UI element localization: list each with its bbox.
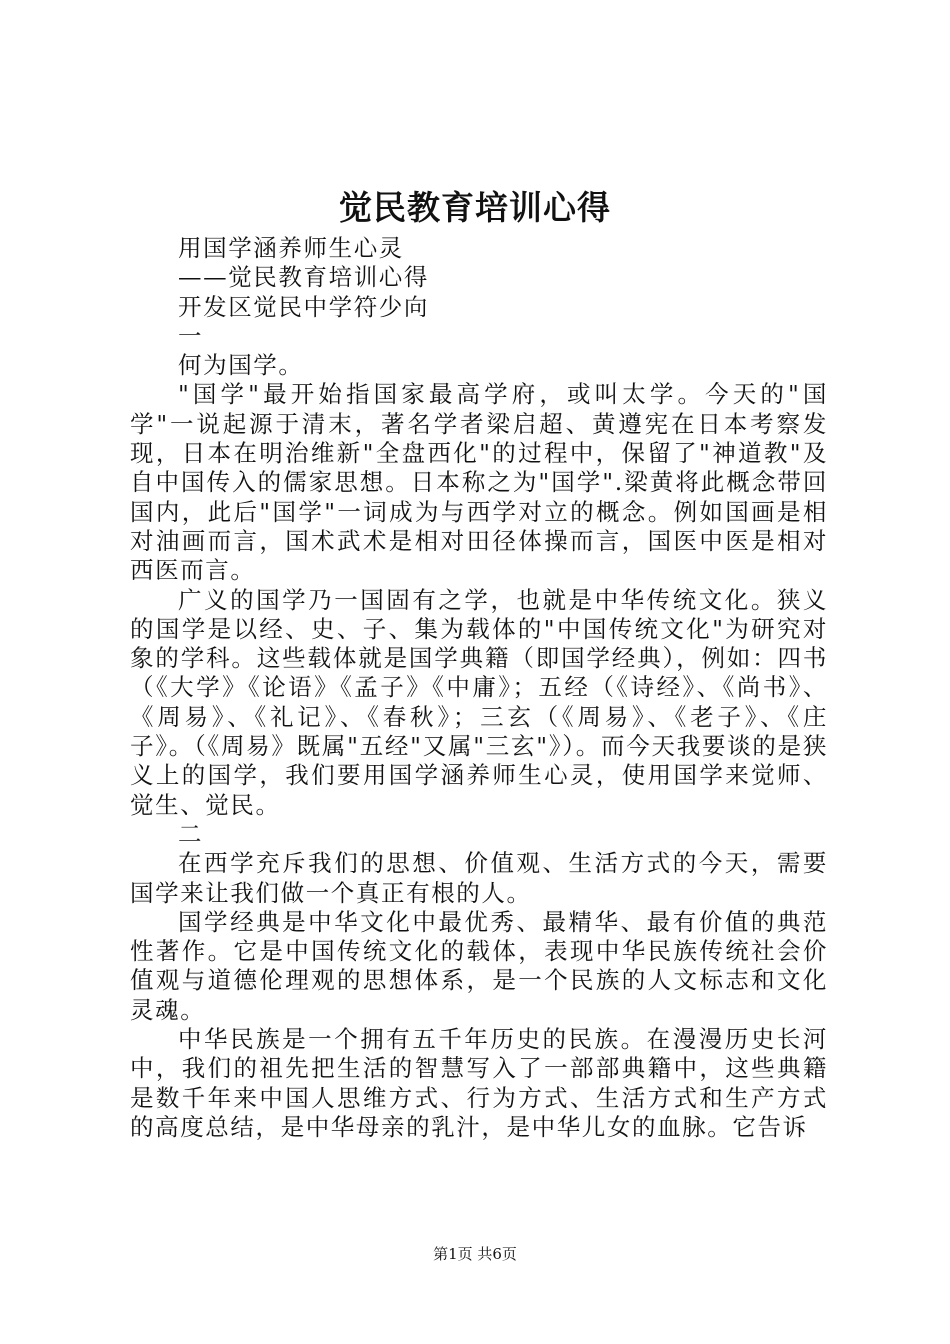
paragraph: 何为国学。 — [178, 351, 304, 380]
paragraph-author: 开发区觉民中学符少向 — [178, 292, 429, 321]
paragraph-subtitle-dash: ——觉民教育培训心得 — [178, 263, 429, 292]
page-indicator: 第1页 共6页 — [433, 1245, 517, 1263]
paragraph: 在西学充斥我们的思想、价值观、生活方式的今天，需要国学来让我们做一个真正有根的人。 — [130, 849, 828, 907]
section-marker-one: 一 — [178, 321, 204, 350]
section-marker-two: 二 — [178, 819, 204, 848]
document-body — [130, 234, 828, 1142]
paragraph: 中华民族是一个拥有五千年历史的民族。在漫漫历史长河中，我们的祖先把生活的智慧写入了一部部典籍中，这些典籍是数千年来中国人思维方式、行为方式、生活方式和生产方式的高度总结，是中华母亲的乳汁，是中华儿女的血脉。它告诉 — [130, 1025, 828, 1141]
paragraph-subtitle: 用国学涵养师生心灵 — [178, 234, 404, 262]
paragraph: "国学"最开始指国家最高学府，或叫太学。今天的"国学"一说起源于清末，著名学者梁启超、黄遵宪在日本考察发现，日本在明治维新"全盘西化"的过程中，保留了"神道教"及自中国传入的儒家思想。日本称之为"国学".梁黄将此概念带回国内，此后"国学"一词成为与西学对立的概念。例如国画是相对油画而言，国术武术是相对田径体操而言，国医中医是相对西医而言。 — [130, 380, 828, 585]
paragraph: 国学经典是中华文化中最优秀、最精华、最有价值的典范性著作。它是中国传统文化的载体，表现中华民族传统社会价值观与道德伦理观的思想体系，是一个民族的人文标志和文化灵魂。 — [130, 907, 828, 1024]
paragraph: 广义的国学乃一国固有之学，也就是中华传统文化。狭义的国学是以经、史、子、集为载体的"中国传统文化"为研究对象的学科。这些载体就是国学典籍（即国学经典），例如：四书（《大学》《论语》《孟子》《中庸》；五经（《诗经》、《尚书》、《周易》、《礼记》、《春秋》；三玄（《周易》、《老子》、《庄子》。（《周易》既属"五经"又属"三玄"》）。而今天我要谈的是狭义上的国学，我们要用国学涵养师生心灵，使用国学来觉师、觉生、觉民。 — [130, 585, 828, 819]
document-title: 觉民教育培训心得 — [339, 188, 611, 227]
